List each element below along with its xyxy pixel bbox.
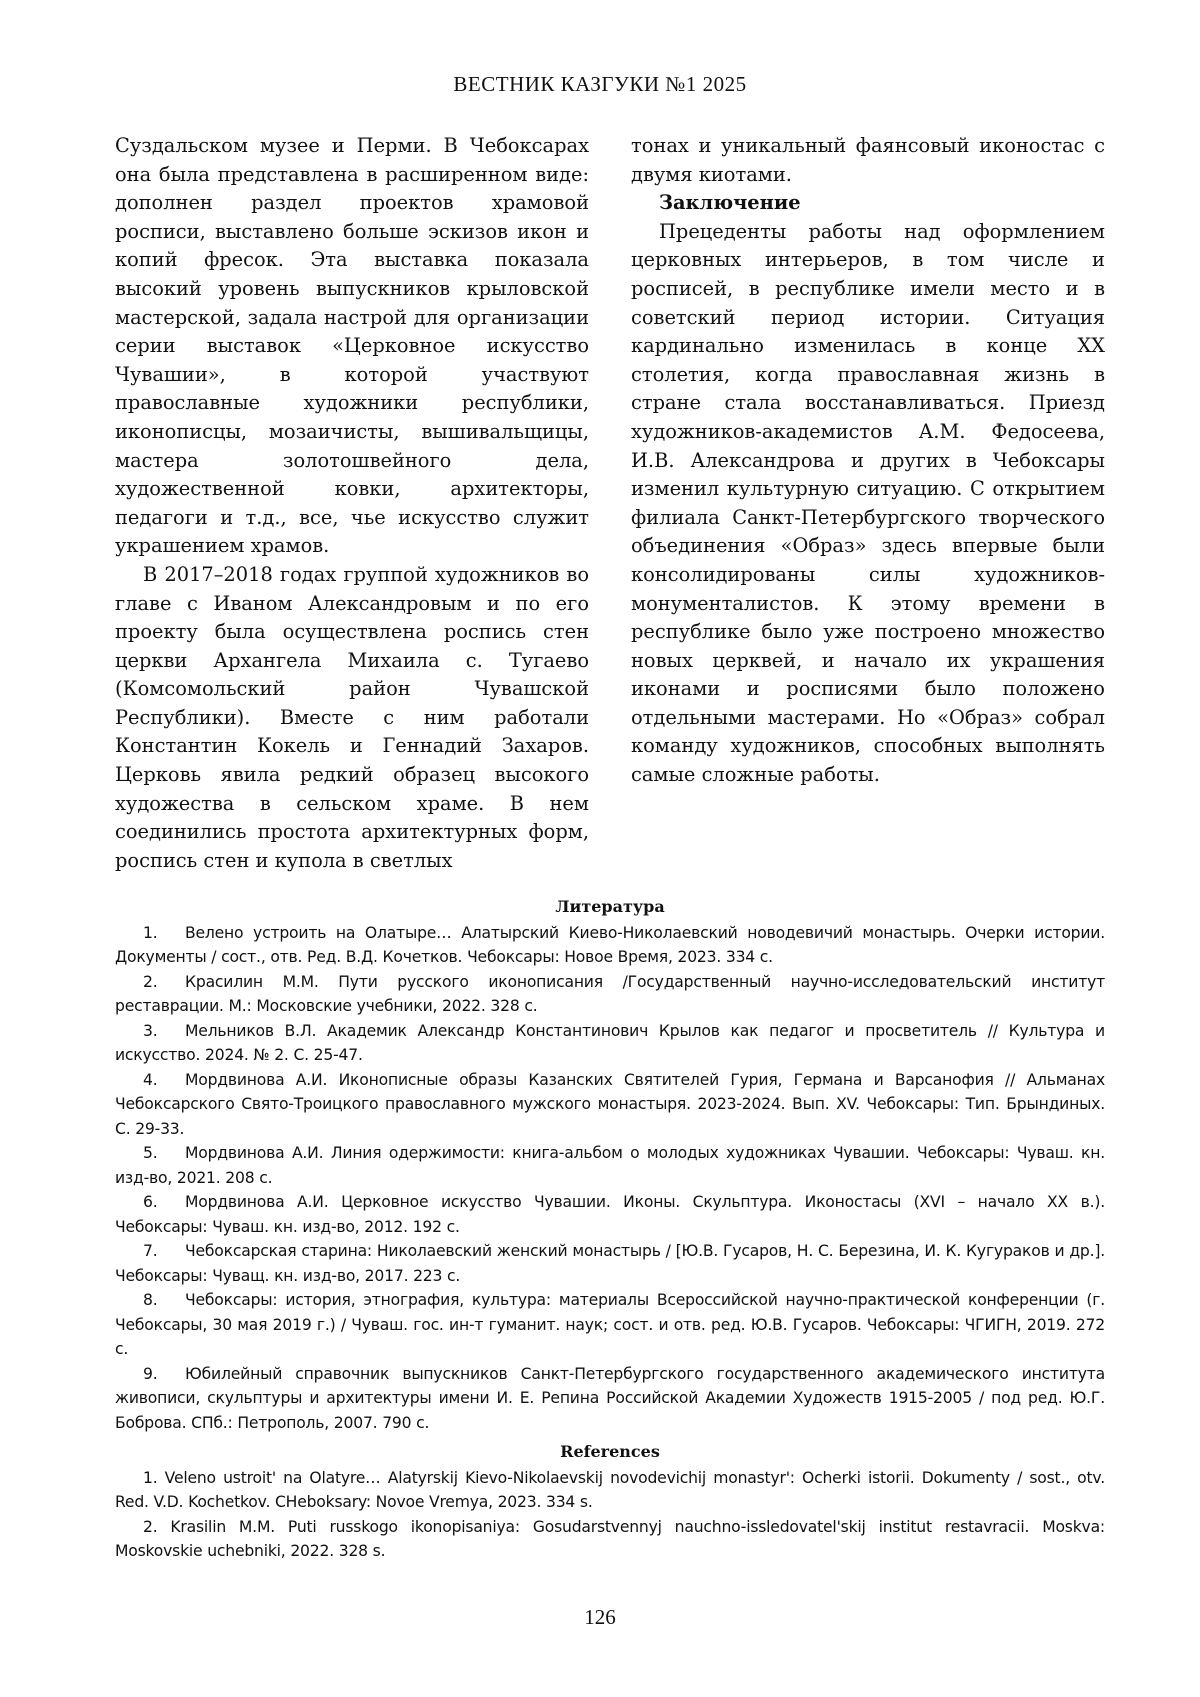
literature-item: 2. Красилин М.М. Пути русского иконописания /Государственный научно-исследовательский институт реставрации. М.: Московские учебники, 2022. 328 с.: [115, 972, 1105, 1015]
left-column: [115, 132, 589, 892]
paragraph: Суздальском музее и Перми. В Чебоксарах она была представлена в расширенном виде: дополнен раздел проектов храмовой росписи, выставлено больше эскизов икон и копий фресок. Эта выставка показала высокий уровень выпускников крыловской мастерской, задала настрой для организации серии выставок «Церковное искусство Чувашии», в которой участвуют православные художники республики, иконописцы, мозаичисты, вышивальщицы, мастера золотошвейного дела, художественной ковки, архитекторы, педагоги и т.д., все, чье искусство служит украшением храмов.: [115, 134, 589, 558]
literature-item: 6. Мордвинова А.И. Церковное искусство Чувашии. Иконы. Скульптура. Иконостасы (XVI – начало XX в.). Чебоксары: Чуваш. кн. изд-во, 2012. 192 с.: [115, 1193, 1105, 1236]
literature-item: 4. Мордвинова А.И. Иконописные образы Казанских Святителей Гурия, Германа и Варсанофия // Альманах Чебоксарского Свято-Троицкого православного мужского монастыря. 2023-2024. Вып. XV. Чебоксары: Тип. Брындиных. С. 29-33.: [115, 1070, 1105, 1138]
body-columns: [115, 132, 1105, 892]
reference-item: 2. Krasilin M.M. Puti russkogo ikonopisaniya: Gosudarstvennyj nauchno-issledovatel'skij institut restavracii. Moskva: Moskovskie uchebniki, 2022. 328 s.: [115, 1517, 1105, 1560]
literature-section: [115, 895, 1105, 1435]
literature-item: 1. Велено устроить на Олатыре… Алатырский Киево-Николаевский новодевичий монастырь. Очерки истории. Документы / сост., отв. Ред. В.Д. Кочетков. Чебоксары: Новое Время, 2023. 334 с.: [115, 923, 1105, 966]
literature-title: Литература: [555, 897, 665, 916]
paragraph: тонах и уникальный фаянсовый иконостас с двумя киотами.: [631, 134, 1105, 186]
journal-header: ВЕСТНИК КАЗГУКИ №1 2025: [453, 72, 747, 96]
right-column: [631, 132, 1105, 892]
literature-item: 9. Юбилейный справочник выпускников Санкт-Петербургского государственного академического института живописи, скульптуры и архитектуры имени И. Е. Репина Российской Академии Художеств 1915-2005 / под ред. Ю.Г. Боброва. СПб.: Петрополь, 2007. 790 с.: [115, 1364, 1105, 1432]
literature-item: 8. Чебоксары: история, этнография, культура: материалы Всероссийской научно-практической конференции (г. Чебоксары, 30 мая 2019 г.) / Чуваш. гос. ин-т гуманит. наук; сост. и отв. ред. Ю.В. Гусаров. Чебоксары: ЧГИГН, 2019. 272 с.: [115, 1291, 1105, 1358]
paragraph: Прецеденты работы над оформлением церковных интерьеров, в том числе и росписей, в республике имели место и в советский период истории. Ситуация кардинально изменилась в конце XX столетия, когда православная жизнь в стране стала восстанавливаться. Приезд художников-академистов А.М. Федосеева, И.В. Александрова и других в Чебоксары изменил культурную ситуацию. С открытием филиала Санкт-Петербургского творческого объединения «Образ» здесь впервые были консолидированы силы художников-монументалистов. К этому времени в республике было уже построено множество новых церквей, и начало их украшения иконами и росписями было положено отдельными мастерами. Но «Образ» собрал команду художников, способных выполнять самые сложные работы.: [631, 219, 1105, 787]
references-title: References: [560, 1442, 660, 1461]
references-section: [115, 1440, 1105, 1564]
section-heading: Заключение: [659, 191, 801, 215]
literature-item: 5. Мордвинова А.И. Линия одержимости: книга-альбом о молодых художниках Чувашии. Чебоксары: Чуваш. кн. изд-во, 2021. 208 с.: [115, 1144, 1105, 1187]
reference-item: 1. Veleno ustroit' na Olatyre… Alatyrskij Kievo-Nikolaevskij novodevichij monastyr': Ocherki istorii. Dokumenty / sost., otv. Red. V.D. Kochetkov. CHeboksary: Novoe Vremya, 2023. 334 s.: [115, 1468, 1105, 1511]
paragraph: В 2017–2018 годах группой художников во главе с Иваном Александровым и по его проекту была осуществлена роспись стен церкви Архангела Михаила с. Тугаево (Комсомольский район Чувашской Республики). Вместе с ним работали Константин Кокель и Геннадий Захаров. Церковь явила редкий образец высокого художества в сельском храме. В нем соединились простота архитектурных форм, роспись стен и купола в светлых: [115, 562, 589, 872]
page-number: 126: [584, 1605, 616, 1629]
literature-item: 3. Мельников В.Л. Академик Александр Константинович Крылов как педагог и просветитель // Культура и искусство. 2024. № 2. С. 25-47.: [115, 1021, 1105, 1064]
literature-item: 7. Чебоксарская старина: Николаевский женский монастырь / [Ю.В. Гусаров, Н. С. Березина, И. К. Кугураков и др.]. Чебоксары: Чуващ. кн. изд-во, 2017. 223 с.: [115, 1242, 1105, 1285]
